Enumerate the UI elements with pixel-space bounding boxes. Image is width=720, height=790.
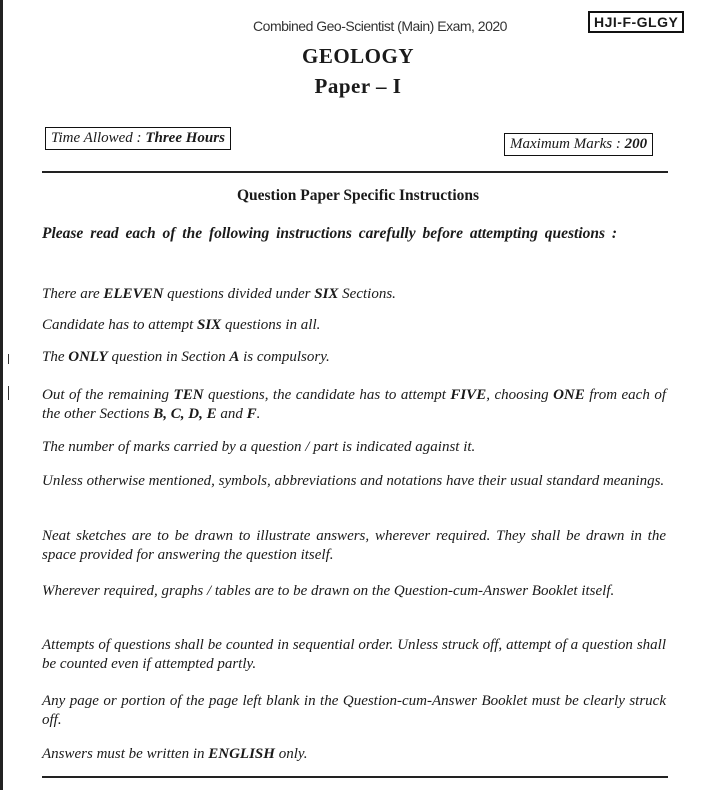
margin-mark [8, 386, 9, 400]
text: questions, the candidate has to attempt [203, 387, 451, 403]
instruction-8: Wherever required, graphs / tables are to be drawn on the Question-cum-Answer Booklet itself. [42, 583, 615, 599]
instruction-2 [42, 316, 666, 335]
text: questions in all. [221, 317, 321, 333]
instruction-3 [42, 348, 666, 367]
text: only. [274, 746, 308, 762]
max-marks-box [504, 133, 653, 156]
instructions-title: Question Paper Specific Instructions [236, 187, 480, 204]
instruction-6: Unless otherwise mentioned, symbols, abbreviations and notations have their usual standard meanings. [42, 473, 665, 489]
text: Answers must be written in [42, 746, 209, 762]
text: Candidate has to attempt [42, 317, 197, 333]
instruction-1 [42, 285, 666, 304]
instruction-10: Any page or portion of the page left blank in the Question-cum-Answer Booklet must be clearly struck off. [42, 693, 666, 728]
paper-code-badge: HJI-F-GLGY [588, 11, 684, 33]
emphasis: ONLY [68, 349, 108, 365]
emphasis: ONE [553, 387, 585, 403]
text: from each of the other Sections [42, 387, 666, 422]
text: , choosing [486, 387, 554, 403]
emphasis: TEN [173, 387, 204, 403]
divider-top [42, 171, 668, 173]
instruction-5: The number of marks carried by a question / part is indicated against it. [42, 439, 476, 455]
text: question in Section [107, 349, 230, 365]
emphasis: ENGLISH [208, 746, 275, 762]
emphasis: SIX [314, 286, 339, 302]
text: The [42, 349, 69, 365]
emphasis: A [229, 349, 240, 365]
time-allowed-box [45, 127, 231, 150]
text: There are [42, 286, 104, 302]
text: Out of the remaining [42, 387, 174, 403]
marks-value: 200 [624, 136, 648, 152]
text: and [216, 406, 247, 422]
emphasis: FIVE [450, 387, 487, 403]
emphasis: ELEVEN [103, 286, 164, 302]
emphasis: F [246, 406, 257, 422]
time-label: Time Allowed : [51, 130, 146, 146]
emphasis: B, C, D, E [153, 406, 217, 422]
text: questions divided under [163, 286, 315, 302]
margin-mark [8, 354, 9, 364]
subject-title: GEOLOGY [301, 44, 415, 68]
text: . [256, 406, 261, 422]
time-value: Three Hours [145, 130, 225, 146]
page-edge [0, 0, 3, 790]
marks-label: Maximum Marks : [510, 136, 625, 152]
emphasis: SIX [197, 317, 222, 333]
instruction-9: Attempts of questions shall be counted in sequential order. Unless struck off, attempt of a question shall be counted even if attempted partly. [42, 637, 666, 672]
exam-name: Combined Geo-Scientist (Main) Exam, 2020 [253, 18, 507, 34]
text: Sections. [338, 286, 396, 302]
text: is compulsory. [239, 349, 330, 365]
instruction-11 [42, 745, 666, 764]
divider-bottom [42, 776, 668, 778]
instruction-4 [42, 386, 666, 424]
paper-title: Paper – I [314, 74, 402, 98]
instruction-7: Neat sketches are to be drawn to illustrate answers, wherever required. They shall be drawn in the space provided for answering the question itself. [42, 528, 666, 563]
instructions-lead: Please read each of the following instructions carefully before attempting questions : [42, 225, 618, 242]
